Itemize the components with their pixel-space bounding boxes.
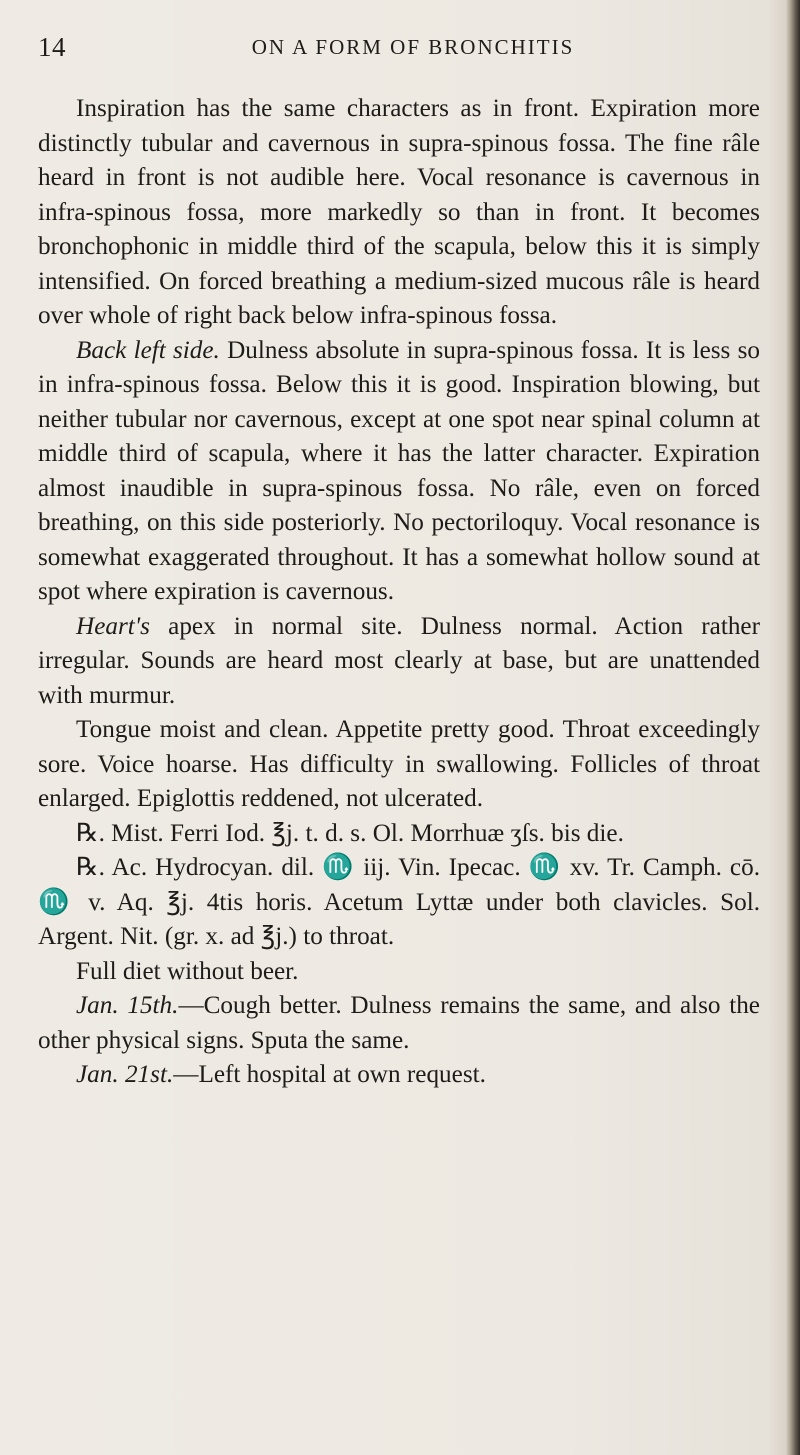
paragraph	[38, 955, 760, 990]
dated-entry	[38, 989, 760, 1058]
entry-date: Jan. 15th.	[76, 992, 179, 1019]
paragraph-text: Tongue moist and clean. Appetite pretty good. Throat exceedingly sore. Voice hoarse. Has difficulty in swallowing. Follicles of throat enlarged. Epiglottis reddened, not ulcerated.	[38, 716, 760, 812]
page-edge-shadow	[786, 0, 800, 1455]
body-text	[38, 92, 760, 1093]
paragraph-text: Dulness absolute in supra-spinous fossa. It is less so in infra-spinous fossa. Below this it is good. Inspiration blowing, but neither tubular nor cavernous, except at one spot near spinal column at middle third of scapula, where it has the latter character. Expiration almost inaudible in supra-spinous fossa. No râle, even on forced breathing, on this side posteriorly. No pectoriloquy. Vocal resonance is somewhat exaggerated throughout. It has a somewhat hollow sound at spot where expiration is cavernous.	[38, 336, 760, 605]
paragraph	[38, 713, 760, 817]
entry-text: —Left hospital at own request.	[173, 1061, 486, 1088]
paragraph	[38, 92, 760, 334]
paragraph-text: Full diet without beer.	[76, 957, 299, 985]
paragraph	[38, 610, 760, 714]
page-number: 14	[38, 32, 66, 62]
entry-date: Jan. 21st.	[76, 1061, 174, 1088]
prescription	[38, 817, 760, 852]
dated-entry	[38, 1058, 760, 1093]
paragraph-text: apex in normal site. Dulness normal. Action rather irregular. Sounds are heard most clearly at base, but are unattended with murmur.	[38, 612, 760, 709]
page-header	[38, 32, 758, 72]
prescription-text: ℞. Mist. Ferri Iod. ℥j. t. d. s. Ol. Morrhuæ ʒſs. bis die.	[76, 819, 624, 847]
prescription-text: ℞. Ac. Hydrocyan. dil. ♏ iij. Vin. Ipecac. ♏ xv. Tr. Camph. cō. ♏ v. Aq. ℥j. 4tis horis. Acetum Lyttæ under both clavicles. Sol. Argent. Nit. (gr. x. ad ℥j.) to throat.	[38, 854, 760, 950]
paragraph-text: Inspiration has the same characters as in front. Expiration more distinctly tubular and cavernous in supra-spinous fossa. The fine râle heard in front is not audible here. Vocal resonance is cavernous in infra-spinous fossa, more markedly so than in front. It becomes bronchophonic in middle third of the scapula, below this it is simply intensified. On forced breathing a medium-sized mucous râle is heard over whole of right back below infra-spinous fossa.	[38, 95, 760, 329]
prescription	[38, 851, 760, 955]
paragraph	[38, 334, 760, 610]
entry-text: —Cough better. Dulness remains the same, and also the other physical signs. Sputa the same.	[38, 992, 760, 1054]
running-title: ON A FORM OF BRONCHITIS	[251, 35, 575, 59]
paragraph-lead: Heart's	[76, 612, 150, 640]
paragraph-lead: Back left side.	[76, 336, 220, 364]
